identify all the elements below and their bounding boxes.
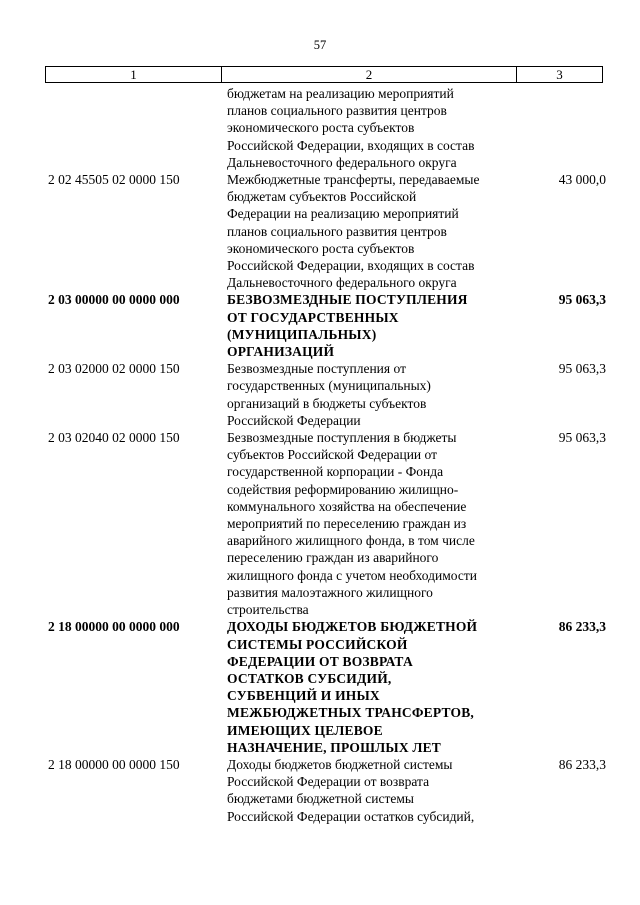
- revenue-name: [227, 291, 519, 360]
- amount: 95 063,3: [558, 430, 606, 446]
- revenue-name-line: аварийного жилищного фонда, в том числе: [227, 533, 475, 549]
- table-row: [48, 171, 608, 291]
- revenue-name-line: Федерации на реализацию мероприятий: [227, 206, 459, 222]
- revenue-name-line: Российской Федерации, входящих в состав: [227, 258, 475, 274]
- revenue-name-line: Российской Федерации от возврата: [227, 774, 430, 790]
- header-col-3: 3: [556, 67, 563, 82]
- revenue-name-line: МЕЖБЮДЖЕТНЫХ ТРАНСФЕРТОВ,: [227, 705, 474, 721]
- revenue-name-line: бюджетам субъектов Российской: [227, 189, 417, 205]
- revenue-name-line: Безвозмездные поступления в бюджеты: [227, 430, 457, 446]
- amount: 86 233,3: [558, 756, 606, 772]
- revenue-name: [227, 756, 519, 825]
- revenue-name-line: Межбюджетные трансферты, передаваемые: [227, 172, 480, 188]
- table-row: [48, 360, 608, 429]
- revenue-name-line: содействия реформированию жилищно-: [227, 481, 459, 497]
- revenue-name-line: жилищного фонда с учетом необходимости: [227, 567, 477, 583]
- revenue-name-line: СУБВЕНЦИЙ И ИНЫХ: [227, 688, 380, 704]
- budget-code: 2 02 45505 02 0000 150: [48, 172, 180, 188]
- revenue-name-line: НАЗНАЧЕНИЕ, ПРОШЛЫХ ЛЕТ: [227, 739, 442, 755]
- table-row: [48, 756, 608, 825]
- revenue-name: [227, 618, 519, 756]
- revenue-name-line: (МУНИЦИПАЛЬНЫХ): [227, 326, 377, 342]
- revenue-name-line: ОТ ГОСУДАРСТВЕННЫХ: [227, 309, 399, 325]
- revenue-name: [227, 360, 519, 429]
- revenue-name-line: государственной корпорации - Фонда: [227, 464, 444, 480]
- amount: 95 063,3: [558, 361, 606, 377]
- revenue-name-line: ДОХОДЫ БЮДЖЕТОВ БЮДЖЕТНОЙ: [227, 619, 478, 635]
- budget-code: 2 18 00000 00 0000 000: [48, 619, 180, 635]
- revenue-name-line: ФЕДЕРАЦИИ ОТ ВОЗВРАТА: [227, 653, 413, 669]
- revenue-name-line: Безвозмездные поступления от: [227, 361, 406, 377]
- revenue-name-line: экономического роста субъектов: [227, 240, 415, 256]
- revenue-name-line: строительства: [227, 602, 309, 618]
- header-col-1: 1: [46, 67, 222, 82]
- revenue-name-line: планов социального развития центров: [227, 223, 447, 239]
- table-row: [48, 429, 608, 618]
- revenue-name-line: ИМЕЮЩИХ ЦЕЛЕВОЕ: [227, 722, 383, 738]
- budget-code: 2 03 02000 02 0000 150: [48, 361, 180, 377]
- revenue-name-line: бюджетами бюджетной системы: [227, 791, 414, 807]
- revenue-name-line: Дальневосточного федерального округа: [227, 275, 457, 291]
- revenue-name-line: экономического роста субъектов: [227, 120, 415, 136]
- page-number: 57: [313, 38, 327, 52]
- table-row: [48, 618, 608, 756]
- revenue-name-line: субъектов Российской Федерации от: [227, 447, 438, 463]
- revenue-name-line: Российской Федерации: [227, 412, 361, 428]
- revenue-name-line: мероприятий по переселению граждан из: [227, 516, 467, 532]
- revenue-name-line: государственных (муниципальных): [227, 378, 431, 394]
- amount: 43 000,0: [558, 172, 606, 188]
- revenue-name-line: ОРГАНИЗАЦИЙ: [227, 344, 335, 360]
- revenue-name: [227, 429, 519, 618]
- table-header: [45, 66, 603, 83]
- revenue-name-line: переселению граждан из аварийного: [227, 550, 439, 566]
- budget-code: 2 03 00000 00 0000 000: [48, 292, 180, 308]
- budget-code: 2 03 02040 02 0000 150: [48, 430, 180, 446]
- revenue-name-line: организаций в бюджеты субъектов: [227, 395, 427, 411]
- revenue-name-line: развития малоэтажного жилищного: [227, 584, 433, 600]
- amount: 86 233,3: [558, 619, 606, 635]
- revenue-name-line: СИСТЕМЫ РОССИЙСКОЙ: [227, 636, 408, 652]
- revenue-name-line: Дальневосточного федерального округа: [227, 154, 457, 170]
- budget-code: 2 18 00000 00 0000 150: [48, 756, 180, 772]
- amount: [519, 85, 608, 171]
- revenue-name-line: бюджетам на реализацию мероприятий: [227, 86, 454, 101]
- revenue-name-line: Доходы бюджетов бюджетной системы: [227, 756, 453, 772]
- revenue-name-line: БЕЗВОЗМЕЗДНЫЕ ПОСТУПЛЕНИЯ: [227, 292, 468, 308]
- table-body: [48, 85, 608, 825]
- table-row: [48, 85, 608, 171]
- table-row: [48, 291, 608, 360]
- revenue-name: [227, 171, 519, 291]
- revenue-name-line: планов социального развития центров: [227, 103, 447, 119]
- revenue-name-line: ОСТАТКОВ СУБСИДИЙ,: [227, 670, 392, 686]
- amount: 95 063,3: [558, 292, 606, 308]
- revenue-name: [227, 85, 519, 171]
- revenue-name-line: Российской Федерации остатков субсидий,: [227, 808, 475, 824]
- revenue-name-line: коммунального хозяйства на обеспечение: [227, 498, 467, 514]
- header-col-2: 2: [222, 67, 517, 82]
- budget-code: [48, 85, 227, 171]
- revenue-name-line: Российской Федерации, входящих в состав: [227, 137, 475, 153]
